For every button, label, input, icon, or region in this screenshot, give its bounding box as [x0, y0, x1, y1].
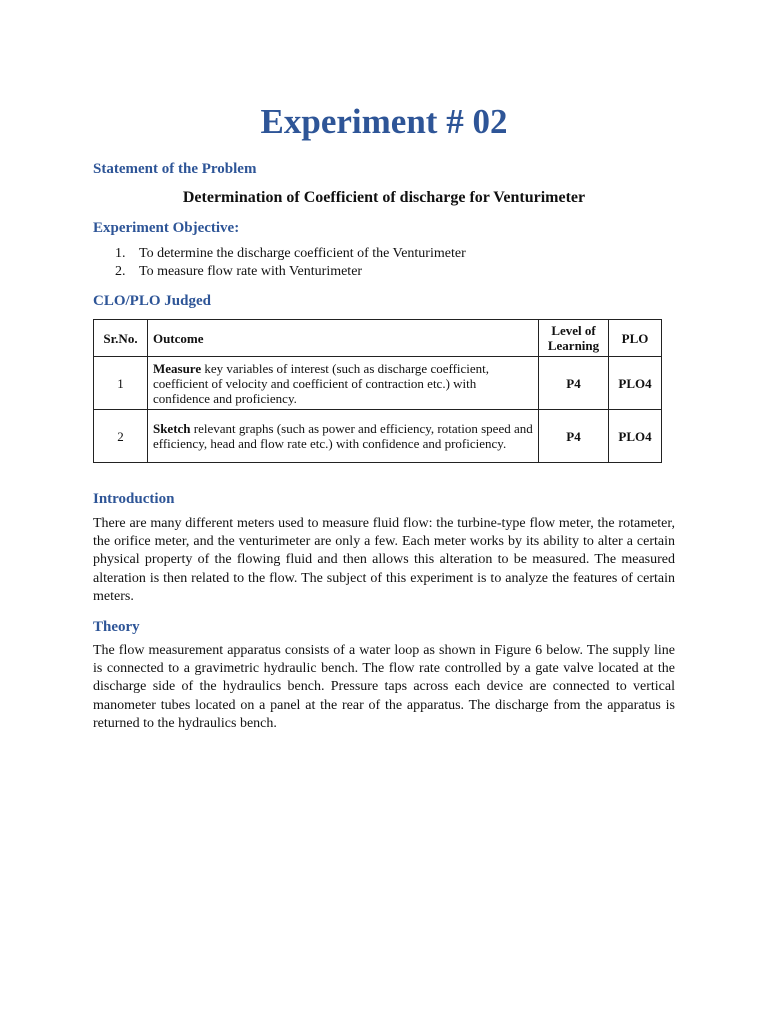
cell-outcome	[147, 357, 538, 410]
cell-plo: PLO4	[609, 357, 662, 410]
theory-paragraph: The flow measurement apparatus consists of a water loop as shown in Figure 6 below. The supply line is connected to a gravimetric hydraulic bench. The flow rate controlled by a gate valve located at the discharge side of the hydraulics bench. Pressure taps across each device are connected to vertical manometer tubes located on a panel at the rear of the apparatus. The discharge from the apparatus is returned to the hydraulics bench.	[93, 643, 675, 731]
page-title: Experiment # 02	[260, 102, 508, 141]
list-item-text: To measure flow rate with Venturimeter	[139, 264, 363, 279]
clo-heading: CLO/PLO Judged	[93, 293, 211, 309]
clo-plo-table	[93, 319, 662, 463]
list-item-number: 1.	[115, 246, 126, 261]
outcome-keyword: Sketch	[152, 421, 191, 436]
cell-outcome	[147, 410, 538, 463]
list-item-text: To determine the discharge coefficient of the Venturimeter	[139, 246, 466, 261]
header-level	[539, 320, 609, 357]
list-item-number: 2.	[115, 264, 126, 279]
table-header-row	[94, 320, 662, 357]
header-outcome: Outcome	[147, 320, 538, 357]
cell-srno: 2	[94, 410, 148, 463]
statement-heading: Statement of the Problem	[93, 161, 257, 177]
outcome-text: relevant graphs (such as power and efficiency, rotation speed and efficiency, head and flow rate etc.) with confidence and proficiency.	[152, 421, 533, 451]
outcome-keyword: Measure	[152, 360, 202, 376]
outcome-text: key variables of interest (such as discharge coefficient, coefficient of velocity and coefficient of contraction etc.) with confidence and proficiency.	[152, 360, 490, 406]
header-srno: Sr.No.	[94, 320, 148, 357]
objective-list	[115, 245, 466, 281]
header-level-line1: Level of	[551, 323, 596, 338]
list-item	[115, 263, 466, 281]
problem-statement: Determination of Coefficient of discharge for Venturimeter	[182, 189, 586, 206]
table-row	[94, 357, 662, 410]
cell-plo: PLO4	[609, 410, 662, 463]
cell-srno: 1	[94, 357, 148, 410]
introduction-heading: Introduction	[93, 491, 175, 507]
cell-level: P4	[539, 410, 609, 463]
introduction-paragraph: There are many different meters used to measure fluid flow: the turbine-type flow meter, the rotameter, the orifice meter, and the venturimeter are only a few. Each meter works by its ability to alter a certain physical property of the flowing fluid and then allows this alteration to be measured. The measured alteration is then related to the flow. The subject of this experiment is to analyze the features of certain meters.	[93, 516, 675, 604]
header-level-line2: Learning	[547, 338, 600, 353]
cell-level: P4	[539, 357, 609, 410]
list-item	[115, 245, 466, 263]
theory-heading: Theory	[93, 619, 140, 635]
table-row	[94, 410, 662, 463]
header-plo: PLO	[609, 320, 662, 357]
objective-heading: Experiment Objective:	[93, 220, 240, 236]
